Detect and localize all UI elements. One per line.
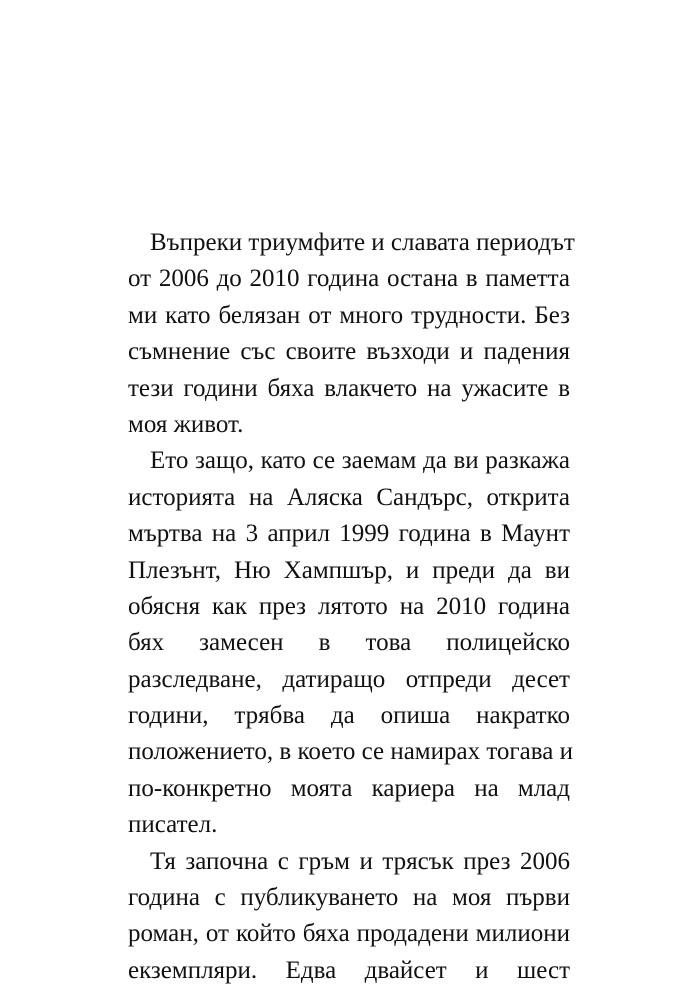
text-line: тези години бяха влакчето на ужасите в	[128, 374, 570, 402]
text-line: Въпреки триумфите и славата периодът	[150, 229, 575, 256]
text-line: Тя започна с гръм и трясък през 2006	[150, 847, 570, 875]
text-line: ми като белязан от много трудности. Без	[128, 301, 570, 329]
text-line: съмнение със своите възходи и падения	[128, 338, 570, 366]
text-line: година с публикуването на моя първи	[128, 884, 570, 912]
text-line: мъртва на 3 април 1999 година в Маунт	[128, 520, 570, 548]
text-line: историята на Аляска Сандърс, открита	[128, 483, 570, 511]
paragraph	[128, 844, 570, 990]
paragraph	[128, 225, 575, 443]
text-line: бях замесен в това полицейско	[128, 629, 570, 657]
text-line: разследване, датиращо отпреди десет	[128, 665, 570, 693]
text-line: моя живот.	[128, 410, 244, 438]
text-line: по-конкретно моята кариера на млад	[128, 774, 570, 802]
text-line: роман, от който бяха продадени милиони	[128, 920, 570, 948]
text-line: екземпляри. Едва двайсет и шест	[128, 956, 570, 984]
text-line: положението, в което се намирах тогава и	[128, 738, 573, 766]
body-text	[128, 225, 575, 989]
text-line: писател.	[128, 811, 218, 839]
text-line: обясня как през лятото на 2010 година	[128, 592, 570, 620]
paragraph	[128, 443, 573, 843]
text-line: Ето защо, като се заемам да ви разкажа	[150, 447, 570, 475]
text-line: Плезънт, Ню Хампшър, и преди да ви	[128, 556, 570, 584]
text-line: от 2006 до 2010 година остана в паметта	[128, 265, 570, 293]
text-line: години, трябва да опиша накратко	[128, 702, 570, 730]
